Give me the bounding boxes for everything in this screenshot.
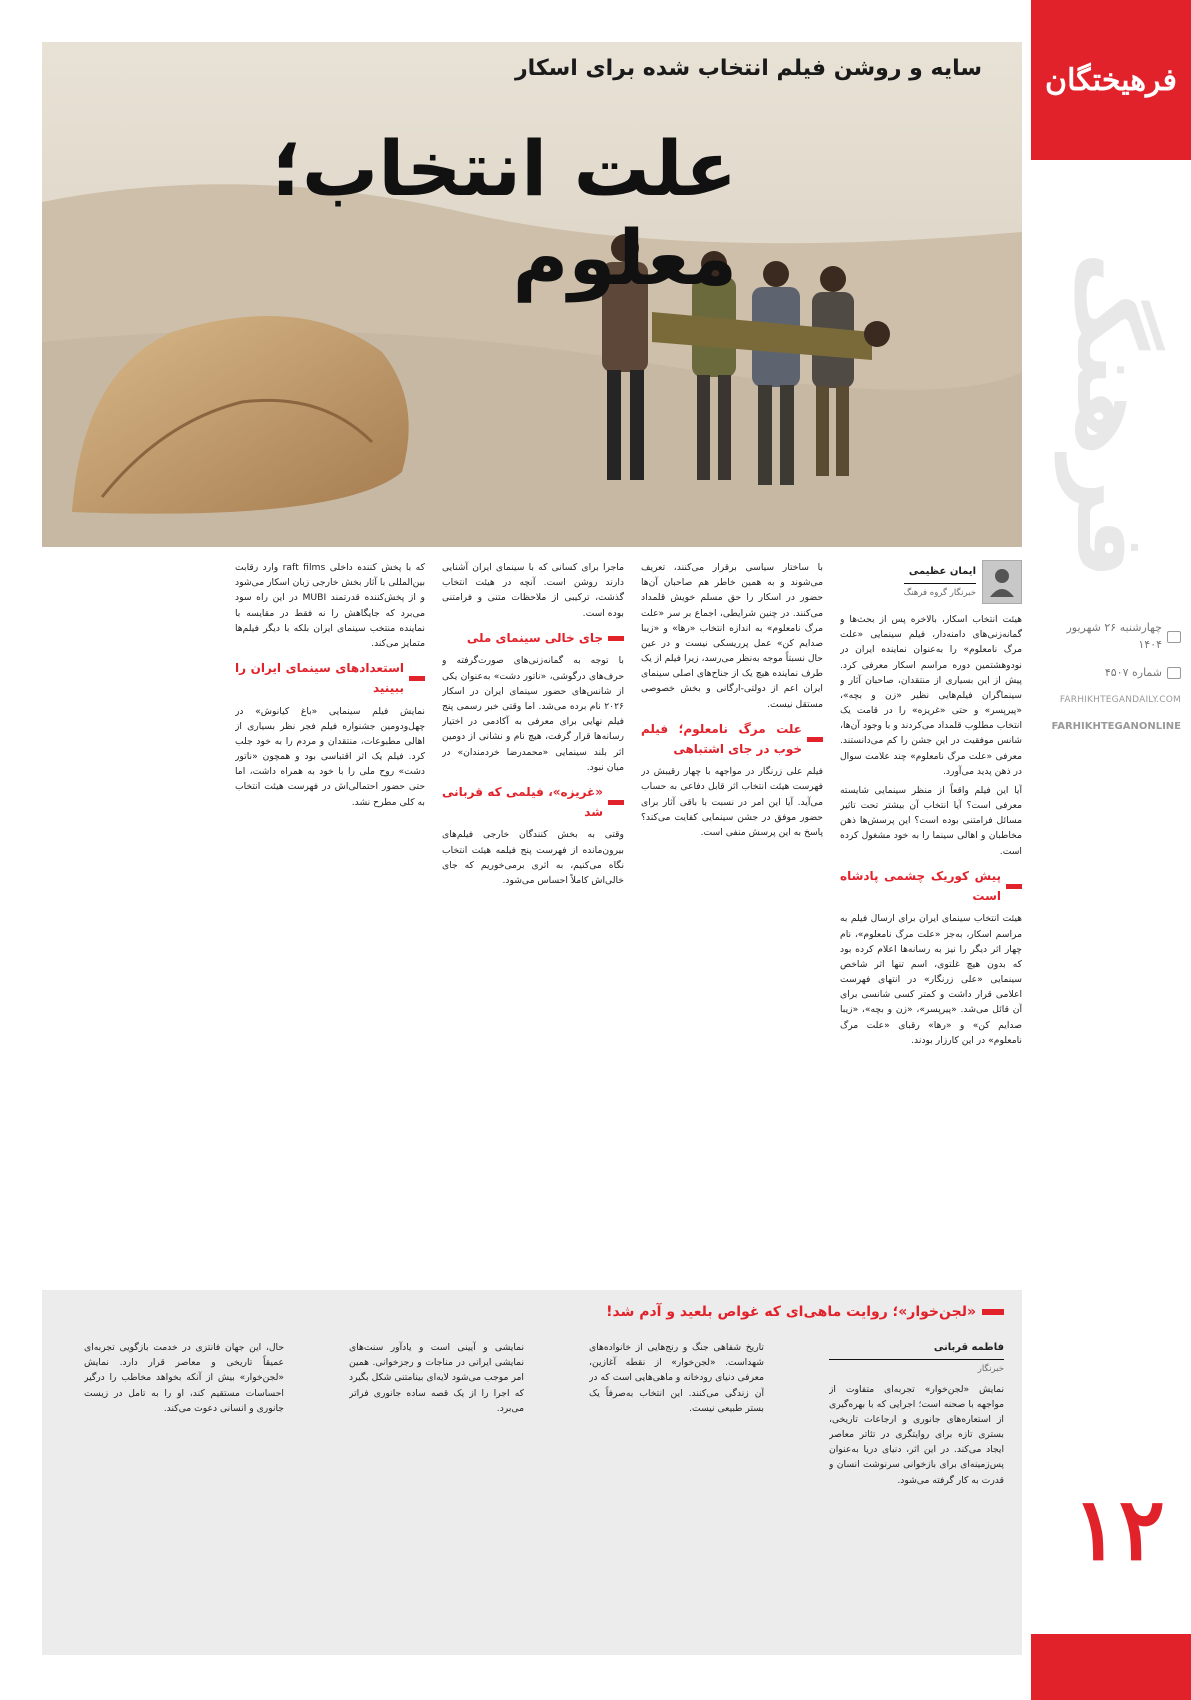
secondary-article-box xyxy=(42,1290,1022,1655)
paragraph: هیئت انتخاب اسکار، بالاخره پس از بحث‌ها و گمانه‌زنی‌های دامنه‌دار، فیلم سینمایی «علت مرگ نامعلوم» را به‌عنوان نماینده ایران در نودوهشتمین دوره مراسم اسکار معرفی کرد. پیش از این بسیاری از منتقدان، صاحبان آثار و سینماگران فیلم‌هایی نظیر «زن و بچه»، «پیرپسر» و حتی «غریزه» را در قامت یک انتخاب مطلوب قلمداد می‌کردند و با وجود آن‌ها، شانس موفقیت در این جشن را کم می‌دانستند. معرفی «علت مرگ نامعلوم» چند علامت سوال در ذهن پدید می‌آورد. xyxy=(840,614,1022,777)
paragraph: که با پخش کننده داخلی raft films وارد رقابت بین‌المللی با آثار بخش خارجی زبان اسکار می‌شود و از پخش‌کننده قدرتمند MUBI در این راه سود می‌برد که جایگاهش را نه فقط در مقایسه با نماینده منتخب سینمای ایران بلکه با دیگر فیلم‌ها متمایز می‌کند. xyxy=(235,562,425,649)
box-author-name: فاطمه قربانی xyxy=(933,1342,1004,1353)
date-row xyxy=(1041,620,1181,653)
paragraph: تاریخ شفاهی جنگ و رنج‌هایی از خانواده‌های شهداست. «لجن‌خوار» از نقطه آغازین، معرفی دنیای رودخانه و ماهی‌هایی است که در آن زندگی می‌کنند. این انتخاب به‌صرفاً یک بستر طبیعی نیست. xyxy=(589,1342,764,1414)
subheading-text: علت مرگ نامعلوم؛ فیلم خوب در جای اشتباهی xyxy=(641,721,802,756)
issue-row xyxy=(1041,665,1181,682)
box-column-3 xyxy=(349,1340,524,1645)
newspaper-icon xyxy=(1167,667,1181,679)
subheading xyxy=(840,867,1022,907)
social-handle[interactable]: FARHIKHTEGANONLINE xyxy=(1051,721,1181,732)
red-dash-icon xyxy=(982,1309,1004,1315)
paragraph: نمایش «لجن‌خوار» تجربه‌ای متفاوت از مواجهه با صحنه است؛ اجرایی که با بهره‌گیری از استعاره‌های جانوری و ارجاعات تاریخی، بستری تازه برای روایتگری در تئاتر معاصر ایجاد می‌کند. در این اثر، دنیای دریا به‌عنوان پس‌زمینه‌ای برای بازخوانی سرنوشت انسان و قدرت به کار گرفته می‌شود. xyxy=(829,1383,1004,1486)
paragraph: وقتی به بخش کنندگان خارجی فیلم‌های بیرون‌مانده از فهرست پنج فیلمه هیئت انتخاب نگاه می‌کنیم، به اثری برمی‌خوریم که جای خالی‌اش کاملاً احساس می‌شود. xyxy=(442,829,624,886)
subheading xyxy=(235,659,425,699)
subheading-text: استعدادهای سینمای ایران را ببینید xyxy=(235,661,404,695)
person-icon xyxy=(989,567,1015,597)
box-column-2 xyxy=(589,1340,764,1645)
subheading xyxy=(641,720,823,760)
headline: علت انتخاب؛ معلوم xyxy=(271,124,737,302)
article-column-1 xyxy=(840,560,1022,1270)
hero-photo xyxy=(42,42,1022,547)
subheading xyxy=(442,783,624,823)
red-dash-icon xyxy=(608,636,624,641)
section-title: فرهنگ xyxy=(1055,251,1167,579)
box-headline-text: «لجن‌خوار»؛ روایت ماهی‌ای که غواص بلعید و آدم شد! xyxy=(606,1304,976,1320)
sidebar xyxy=(1031,0,1191,1700)
newspaper-logo: فرهیختگان xyxy=(1031,0,1191,160)
article-column-2 xyxy=(641,560,823,1270)
subheading-text: جای خالی سینمای ملی xyxy=(466,630,603,645)
author-byline xyxy=(840,560,1022,604)
article-body xyxy=(42,560,1022,1270)
subheading-text: «غریزه»، فیلمی که قربانی شد xyxy=(442,784,603,819)
author-name: ایمان عظیمی xyxy=(908,566,976,578)
issue-meta xyxy=(1041,620,1181,734)
subheading xyxy=(442,629,624,649)
red-dash-icon xyxy=(608,800,624,805)
paragraph: با ساختار سیاسی برقرار می‌کنند، تعریف می‌شوند و به همین خاطر هم صاحبان آن‌ها حضور در اسکار را حق مسلم خویش قلمداد می‌کنند. در چنین شرایطی، اجماع بر سر «علت مرگ نامعلوم» به اندازه انتخاب «رها» و «زیبا صدایم کن» عمل پرریسکی نیست و در عین حال نسبتاً موجه به‌نظر می‌رسد، زیرا فیلم از یک طرف نماینده هیچ یک از جناح‌های اصلی سینمای ایران اعم از دولتی-ارگانی و بخش خصوصی مستقل نیست. xyxy=(641,562,823,710)
box-headline xyxy=(606,1304,1004,1320)
paragraph: ماجرا برای کسانی که با سینمای ایران آشنایی دارند روشن است. آنچه در هیئت انتخاب گذشت، ترکیبی از ملاحظات متنی و فرامتنی بوده است. xyxy=(442,562,624,619)
paragraph: نمایش فیلم سینمایی «باغ کیانوش» در چهل‌ودومین جشنواره فیلم فجر نظر بسیاری از اهالی مطبوعات، منتقدان و مردم را به خود جلب کرد. فیلم یک اثر اقتباسی بود و همچون «ناتور دشت» روح ملی را با خود به همراه داشت، اما حتی حضور احتمالی‌اش در فهرست هیئت انتخاب به کلی مطرح نشد. xyxy=(235,705,425,808)
red-dash-icon xyxy=(409,676,425,681)
box-author-role: خبرنگار xyxy=(829,1359,1004,1376)
paragraph: فیلم علی زرنگار در مواجهه با چهار رقیبش در فهرست هیئت انتخاب اثر قابل دفاعی به حساب می‌آید. آیا این امر در نسبت با باقی آثار برای حضور موفق در جشن سینمایی کفایت می‌کند؟ پاسخ به این پرسش منفی است. xyxy=(641,766,823,838)
paragraph: آیا این فیلم واقعاً از منظر سینمایی شایسته معرفی است؟ آیا انتخاب آن بیشتر تحت تاثیر مسائل فرامتنی بوده است؟ این پرسش‌ها ذهن مخاطبان و اهالی سینما را به خود مشغول کرده است. xyxy=(840,784,1022,857)
paragraph: هیئت انتخاب سینمای ایران برای ارسال فیلم به مراسم اسکار، به‌جز «علت مرگ نامعلوم»، نام چهار اثر دیگر را نیز به رسانه‌ها اعلام کرده بود که بدون هیچ غلتوی، اسم تنها اثر شاخص سینمایی «علی زرنگار» در انتهای فهرست اعلامی قرار داشت و کمتر کسی شانسی برای آن قائل می‌شد. «پیرپسر»، «زن و بچه»، «زیبا صدایم کن» و «رها» رقبای «علت مرگ نامعلوم» در این کارزار بودند. xyxy=(840,913,1022,1046)
box-column-4 xyxy=(84,1340,284,1645)
author-avatar xyxy=(982,560,1022,604)
issue-number: شماره ۴۵۰۷ xyxy=(1104,666,1162,679)
article-column-3 xyxy=(442,560,624,1270)
box-column-1 xyxy=(829,1340,1004,1645)
page-number: ۱۲ xyxy=(1072,1479,1165,1580)
article-column-4 xyxy=(235,560,425,1270)
red-dash-icon xyxy=(1006,884,1022,889)
website-link[interactable]: FARHIKHTEGANDAILY.COM xyxy=(1059,694,1181,705)
author-role: خبرنگار گروه فرهنگ xyxy=(904,583,976,600)
subheading-text: پیش کوریک چشمی پادشاه است xyxy=(840,868,1001,903)
red-footer-bar xyxy=(1031,1634,1191,1700)
paragraph: نمایشی و آیینی است و یادآور سنت‌های نمایشی ایرانی در مناجات و رجزخوانی. همین امر موجب می‌شود لایه‌ای بینامتنی شکل بگیرد که اجرا را از یک قصه ساده جانوری فراتر می‌برد. xyxy=(349,1342,524,1414)
headline-kicker: سایه و روشن فیلم انتخاب شده برای اسکار xyxy=(514,56,982,81)
red-dash-icon xyxy=(807,737,823,742)
calendar-icon xyxy=(1167,631,1181,643)
paragraph: با توجه به گمانه‌زنی‌های صورت‌گرفته و حرف‌های درگوشی، «ناتور دشت» به‌عنوان یکی از شانس‌های حضور سینمای ایران در اسکار ۲۰۲۶ نام برده می‌شد. اما وقتی خبر رسمی پنج فیلم نهایی برای معرفی به آکادمی در اختیار رسانه‌ها قرار گرفت، هیچ نام و نشانی از دومین اثر بلند سینمایی «محمدرضا خردمندان» در میان نبود. xyxy=(442,655,624,773)
paragraph: حال، این جهان فانتزی در خدمت بازگویی تجربه‌ای عمیقاً تاریخی و معاصر قرار دارد. نمایش «لجن‌خوار» بیش از آنکه بخواهد مخاطب را درگیر احساسات مستقیم کند، او را به تامل در زیست جانوری و انسانی دعوت می‌کند. xyxy=(84,1342,284,1414)
issue-date: چهارشنبه ۲۶ شهریور ۱۴۰۴ xyxy=(1066,621,1162,651)
